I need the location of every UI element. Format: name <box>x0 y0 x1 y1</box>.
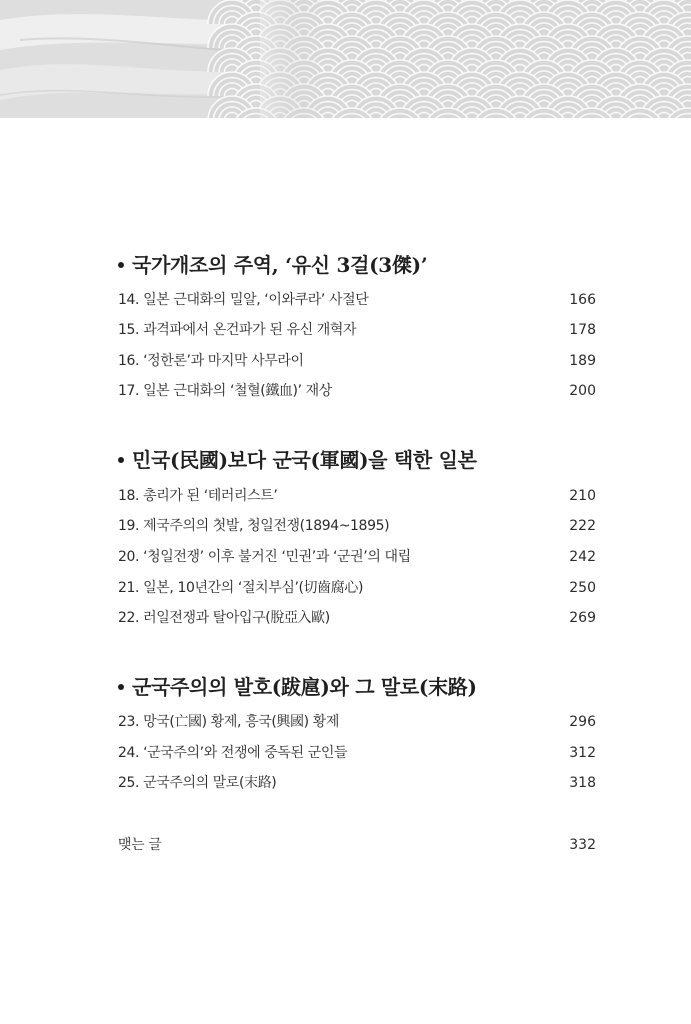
toc-entry-label: 15. 과격파에서 온건파가 된 유신 개혁자 <box>118 322 357 338</box>
toc-entry-page: 200 <box>569 383 596 399</box>
toc-entry-label: 17. 일본 근대화의 ‘철혈(鐵血)’ 재상 <box>118 383 332 399</box>
toc-entry-page: 222 <box>569 518 596 534</box>
section-title-text: 국가개조의 주역, ‘유신 3걸(3傑)’ <box>132 253 428 277</box>
bullet-icon <box>118 262 124 268</box>
toc-entry-label: 14. 일본 근대화의 밀알, ‘이와쿠라’ 사절단 <box>118 292 369 308</box>
toc-entry-label: 맺는 글 <box>118 837 162 853</box>
toc-entry-page: 178 <box>569 322 596 338</box>
toc-entry-closing[interactable] <box>118 834 596 856</box>
toc-entry-label: 16. ‘정한론’과 마지막 사무라이 <box>118 353 304 369</box>
toc-entry-page: 189 <box>569 353 596 369</box>
toc-entry[interactable] <box>118 380 596 402</box>
toc-entry-page: 296 <box>569 714 596 730</box>
toc-entry[interactable] <box>118 319 596 341</box>
toc-entry[interactable] <box>118 350 596 372</box>
toc-entry[interactable] <box>118 607 596 629</box>
toc-entry-page: 166 <box>569 292 596 308</box>
section-title <box>118 249 427 278</box>
toc-entry[interactable] <box>118 515 596 537</box>
toc-entry-label: 22. 러일전쟁과 탈아입구(脫亞入歐) <box>118 610 330 626</box>
toc-entry-page: 242 <box>569 549 596 565</box>
toc-entry[interactable] <box>118 577 596 599</box>
toc-entry[interactable] <box>118 289 596 311</box>
toc-entry-label: 23. 망국(亡國) 황제, 흥국(興國) 황제 <box>118 714 339 730</box>
toc-entry[interactable] <box>118 485 596 507</box>
toc-entry[interactable] <box>118 742 596 764</box>
toc-entry-page: 318 <box>569 775 596 791</box>
toc-entry-page: 332 <box>569 837 596 853</box>
section-title <box>118 671 477 700</box>
toc-entry-page: 210 <box>569 488 596 504</box>
toc-entry[interactable] <box>118 546 596 568</box>
toc-entry-page: 250 <box>569 580 596 596</box>
bullet-icon <box>118 684 124 690</box>
section-title <box>118 444 477 473</box>
bullet-icon <box>118 457 124 463</box>
toc-entry-page: 312 <box>569 745 596 761</box>
toc-entry-label: 18. 총리가 된 ‘테러리스트’ <box>118 488 278 504</box>
toc-entry[interactable] <box>118 711 596 733</box>
section-title-text: 민국(民國)보다 군국(軍國)을 택한 일본 <box>132 448 477 472</box>
toc-entry-page: 269 <box>569 610 596 626</box>
toc-entry-label: 24. ‘군국주의’와 전쟁에 중독된 군인들 <box>118 745 348 761</box>
toc-entry[interactable] <box>118 772 596 794</box>
toc-entry-label: 21. 일본, 10년간의 ‘절치부심’(切齒腐心) <box>118 580 364 596</box>
section-title-text: 군국주의의 발호(跋扈)와 그 말로(末路) <box>132 675 477 699</box>
toc-entry-label: 20. ‘청일전쟁’ 이후 불거진 ‘민권’과 ‘군권’의 대립 <box>118 549 411 565</box>
toc-entry-label: 19. 제국주의의 첫발, 청일전쟁(1894~1895) <box>118 518 390 534</box>
toc-entry-label: 25. 군국주의의 말로(末路) <box>118 775 277 791</box>
